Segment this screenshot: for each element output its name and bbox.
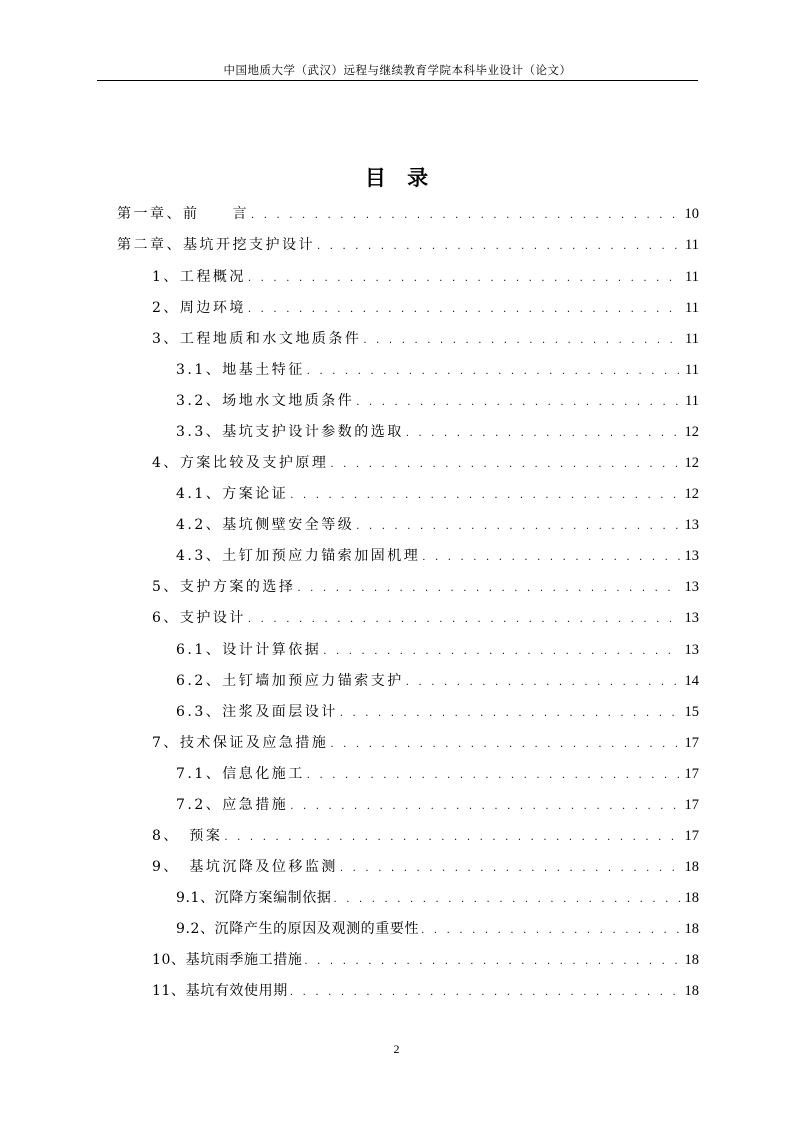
toc-entry-label: 6.1、设计计算依据 bbox=[176, 642, 322, 658]
toc-entry-3[interactable] bbox=[152, 328, 699, 350]
toc-entry-page: 11 bbox=[685, 331, 699, 347]
toc-title: 目 录 bbox=[364, 165, 429, 190]
dot-leader bbox=[297, 578, 680, 600]
dot-leader bbox=[317, 236, 681, 258]
dot-leader bbox=[290, 485, 680, 507]
toc-entry-label: 4.1、方案论证 bbox=[176, 486, 289, 502]
toc-entry-label: 5、支护方案的选择 bbox=[152, 579, 296, 595]
dot-leader bbox=[356, 392, 681, 414]
toc-entry-chapter-2[interactable] bbox=[117, 234, 699, 256]
toc-entry-page: 12 bbox=[684, 424, 699, 440]
toc-entry-7[interactable] bbox=[152, 732, 699, 754]
toc-entry-page: 12 bbox=[684, 455, 699, 471]
toc-entry-label: 3.2、场地水文地质条件 bbox=[176, 393, 355, 409]
toc-entry-7-1[interactable] bbox=[176, 763, 699, 785]
toc-entry-page: 18 bbox=[684, 890, 699, 906]
dot-leader bbox=[304, 951, 680, 973]
toc-entry-label: 3.1、地基土特征 bbox=[176, 362, 305, 378]
toc-entry-page: 11 bbox=[685, 393, 699, 409]
toc-entry-label: 6、支护设计 bbox=[152, 610, 246, 626]
dot-leader bbox=[340, 703, 681, 725]
dot-leader bbox=[422, 547, 680, 569]
toc-entry-label: 2、周边环境 bbox=[152, 300, 246, 316]
page-number: 2 bbox=[393, 1042, 400, 1056]
toc-entry-3-2[interactable] bbox=[176, 390, 699, 412]
toc-entry-chapter-1[interactable] bbox=[117, 203, 699, 225]
dot-leader bbox=[356, 516, 680, 538]
toc-entry-page: 17 bbox=[684, 735, 699, 751]
toc-entry-label: 3、工程地质和水文地质条件 bbox=[152, 331, 362, 347]
dot-leader bbox=[290, 982, 681, 1004]
toc-entry-page: 10 bbox=[684, 206, 699, 222]
toc-entry-2[interactable] bbox=[152, 297, 699, 319]
toc-entry-6-3[interactable] bbox=[176, 701, 699, 723]
toc-entry-1[interactable] bbox=[152, 266, 699, 288]
toc-entry-page: 17 bbox=[684, 766, 699, 782]
toc-entry-page: 18 bbox=[684, 952, 699, 968]
toc-entry-label: 9.1、沉降方案编制依据 bbox=[176, 890, 332, 906]
toc-entry-label: 1、工程概况 bbox=[152, 269, 246, 285]
dot-leader bbox=[224, 827, 680, 849]
toc-entry-label: 10、基坑雨季施工措施 bbox=[152, 952, 303, 968]
dot-leader bbox=[248, 299, 681, 321]
toc-entry-4-3[interactable] bbox=[176, 545, 699, 567]
toc-entry-8[interactable] bbox=[152, 825, 699, 847]
toc-entry-page: 18 bbox=[684, 859, 699, 875]
toc-entry-9-2[interactable] bbox=[176, 918, 699, 940]
toc-entry-page: 13 bbox=[684, 610, 699, 626]
toc-entry-label: 8、 预案 bbox=[152, 828, 223, 844]
toc-entry-page: 12 bbox=[684, 486, 699, 502]
toc-entry-11[interactable] bbox=[152, 980, 699, 1002]
dot-leader bbox=[406, 423, 681, 445]
toc-entry-page: 11 bbox=[685, 237, 699, 253]
dot-leader bbox=[307, 361, 681, 383]
toc-entry-label: 6.2、土钉墙加预应力锚索支护 bbox=[176, 673, 404, 689]
toc-entry-label: 4、方案比较及支护原理 bbox=[152, 455, 329, 471]
toc-entry-page: 18 bbox=[684, 921, 699, 937]
dot-leader bbox=[333, 889, 680, 911]
toc-entry-10[interactable] bbox=[152, 949, 699, 971]
dot-leader bbox=[307, 765, 681, 787]
toc-entry-6-1[interactable] bbox=[176, 639, 699, 661]
dot-leader bbox=[330, 734, 680, 756]
toc-entry-6-2[interactable] bbox=[176, 670, 699, 692]
toc-entry-label: 9、 基坑沉降及位移监测 bbox=[152, 859, 338, 875]
dot-leader bbox=[330, 454, 680, 476]
toc-entry-5[interactable] bbox=[152, 576, 699, 598]
toc-entry-6[interactable] bbox=[152, 607, 699, 629]
toc-entry-9-1[interactable] bbox=[176, 887, 699, 909]
toc-entry-3-1[interactable] bbox=[176, 359, 699, 381]
toc-entry-4[interactable] bbox=[152, 452, 699, 474]
toc-entry-4-2[interactable] bbox=[176, 514, 699, 536]
toc-entry-label: 11、基坑有效使用期 bbox=[152, 983, 288, 999]
dot-leader bbox=[323, 641, 680, 663]
toc-entry-7-2[interactable] bbox=[176, 794, 699, 816]
dot-leader bbox=[340, 858, 681, 880]
toc-entry-page: 11 bbox=[685, 269, 699, 285]
toc-entry-label: 7.2、应急措施 bbox=[176, 797, 289, 813]
running-header: 中国地质大学（武汉）远程与继续教育学院本科毕业设计（论文） bbox=[223, 63, 572, 77]
toc-entry-page: 13 bbox=[684, 517, 699, 533]
toc-entry-label: 9.2、沉降产生的原因及观测的重要性 bbox=[176, 921, 420, 937]
toc-entry-label: 6.3、注浆及面层设计 bbox=[176, 704, 338, 720]
dot-leader bbox=[290, 796, 680, 818]
toc-entry-9[interactable] bbox=[152, 856, 699, 878]
toc-entry-label: 3.3、基坑支护设计参数的选取 bbox=[176, 424, 404, 440]
toc-entry-4-1[interactable] bbox=[176, 483, 699, 505]
dot-leader bbox=[363, 330, 681, 352]
toc-entry-page: 14 bbox=[684, 673, 699, 689]
dot-leader bbox=[248, 268, 681, 290]
dot-leader bbox=[406, 672, 681, 694]
toc-entry-label: 7.1、信息化施工 bbox=[176, 766, 305, 782]
toc-entry-3-3[interactable] bbox=[176, 421, 699, 443]
toc-entry-page: 15 bbox=[684, 704, 699, 720]
toc-entry-label: 第二章、基坑开挖支护设计 bbox=[117, 237, 315, 253]
toc-entry-page: 17 bbox=[684, 797, 699, 813]
toc-entry-page: 18 bbox=[684, 983, 699, 999]
toc-entry-page: 17 bbox=[684, 828, 699, 844]
dot-leader bbox=[251, 205, 681, 227]
toc-entry-page: 13 bbox=[684, 642, 699, 658]
toc-entry-page: 11 bbox=[685, 300, 699, 316]
toc-entry-page: 13 bbox=[684, 579, 699, 595]
toc-entry-label: 第一章、前 言 bbox=[117, 206, 249, 222]
dot-leader bbox=[248, 609, 681, 631]
toc-entry-page: 13 bbox=[684, 548, 699, 564]
toc-entry-page: 11 bbox=[685, 362, 699, 378]
toc-entry-label: 4.3、土钉加预应力锚索加固机理 bbox=[176, 548, 421, 564]
dot-leader bbox=[421, 920, 680, 942]
toc-entry-label: 4.2、基坑侧壁安全等级 bbox=[176, 517, 355, 533]
toc-entry-label: 7、技术保证及应急措施 bbox=[152, 735, 329, 751]
